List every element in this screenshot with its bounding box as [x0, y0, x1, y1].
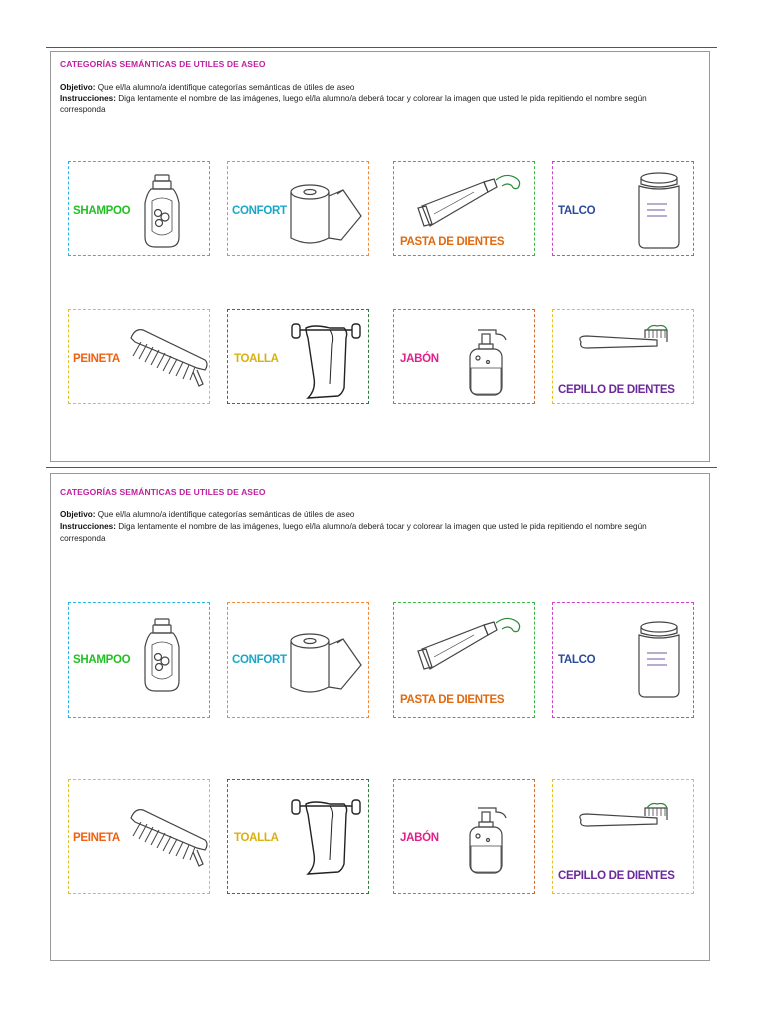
card-peineta[interactable] [68, 779, 210, 894]
instructions-line [60, 94, 647, 105]
shampoo-bottle-icon [137, 617, 187, 693]
card-label: TALCO [558, 205, 596, 217]
card-confort[interactable] [227, 161, 369, 256]
objective-label: Objetivo: [60, 83, 96, 92]
card-toalla[interactable] [227, 309, 369, 404]
page-divider [46, 47, 717, 48]
soap-dispenser-icon [462, 804, 508, 878]
card-label: TOALLA [234, 832, 279, 844]
card-cepillo-de-dientes[interactable] [552, 309, 694, 404]
card-pasta-de-dientes[interactable] [393, 602, 535, 718]
instructions-text: Diga lentamente el nombre de las imágenes, luego el/la alumno/a deberá tocar y colorear la imagen que usted le pida repitiendo el nombre según [118, 522, 647, 531]
card-pasta-de-dientes[interactable] [393, 161, 535, 256]
towel-icon [290, 318, 366, 402]
card-label: SHAMPOO [73, 205, 131, 217]
card-label: CEPILLO DE DIENTES [558, 384, 675, 396]
objective-label: Objetivo: [60, 510, 96, 519]
card-label: JABÓN [400, 832, 439, 844]
talc-powder-icon [633, 170, 689, 252]
worksheet-1 [50, 51, 710, 462]
card-toalla[interactable] [227, 779, 369, 894]
card-label: JABÓN [400, 353, 439, 365]
card-label: PASTA DE DIENTES [400, 236, 505, 248]
worksheet-title: CATEGORÍAS SEMÁNTICAS DE UTILES DE ASEO [60, 59, 266, 69]
card-label: CEPILLO DE DIENTES [558, 870, 675, 882]
toilet-paper-icon [286, 182, 364, 248]
worksheet-title: CATEGORÍAS SEMÁNTICAS DE UTILES DE ASEO [60, 487, 266, 497]
objective-text: Que el/la alumno/a identifique categorías semánticas de útiles de aseo [97, 510, 355, 519]
card-label: TOALLA [234, 353, 279, 365]
instructions-label: Instrucciones: [60, 522, 116, 531]
card-peineta[interactable] [68, 309, 210, 404]
toothpaste-icon [414, 172, 534, 232]
comb-icon [127, 806, 209, 868]
card-talco[interactable] [552, 602, 694, 718]
card-label: CONFORT [232, 205, 287, 217]
toothbrush-icon [577, 322, 673, 362]
card-confort[interactable] [227, 602, 369, 718]
card-label: CONFORT [232, 654, 287, 666]
shampoo-bottle-icon [137, 173, 187, 249]
talc-powder-icon [633, 615, 689, 705]
card-label: PEINETA [73, 832, 120, 844]
instructions-line-2: corresponda [60, 105, 106, 114]
card-jabon[interactable] [393, 779, 535, 894]
comb-icon [127, 326, 209, 388]
toothpaste-icon [414, 615, 534, 675]
card-jabon[interactable] [393, 309, 535, 404]
instructions-text: Diga lentamente el nombre de las imágenes, luego el/la alumno/a deberá tocar y colorear la imagen que usted le pida repitiendo el nombre según [118, 94, 647, 103]
toilet-paper-icon [286, 631, 364, 697]
card-shampoo[interactable] [68, 161, 210, 256]
towel-icon [290, 792, 366, 880]
objective-text: Que el/la alumno/a identifique categorías semánticas de útiles de aseo [97, 83, 355, 92]
card-talco[interactable] [552, 161, 694, 256]
objective-line [60, 83, 354, 94]
instructions-line [60, 522, 647, 533]
page-divider [46, 467, 717, 468]
soap-dispenser-icon [462, 328, 508, 398]
card-label: TALCO [558, 654, 596, 666]
toothbrush-icon [577, 800, 673, 840]
card-label: PEINETA [73, 353, 120, 365]
card-label: PASTA DE DIENTES [400, 694, 505, 706]
card-cepillo-de-dientes[interactable] [552, 779, 694, 894]
card-label: SHAMPOO [73, 654, 131, 666]
worksheet-2 [50, 473, 710, 961]
instructions-line-2: corresponda [60, 534, 106, 543]
card-shampoo[interactable] [68, 602, 210, 718]
instructions-label: Instrucciones: [60, 94, 116, 103]
objective-line [60, 510, 354, 521]
